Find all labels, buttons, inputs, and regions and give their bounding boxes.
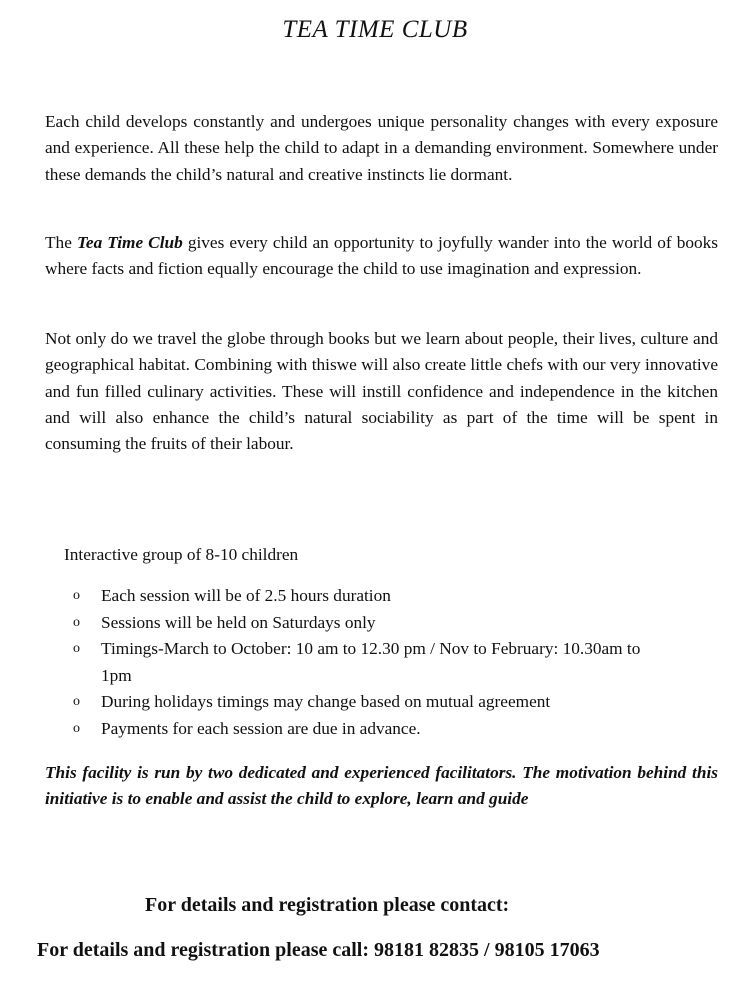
list-item <box>0 610 671 637</box>
club-name-emphasis: Tea Time Club <box>76 233 183 252</box>
bullet-marker: o <box>73 720 80 736</box>
group-size-heading: Interactive group of 8-10 children <box>64 545 299 564</box>
contact-heading: For details and registration please contact: <box>145 894 510 916</box>
list-item-text: Sessions will be held on Saturdays only <box>101 612 376 632</box>
facilitators-statement: This facility is run by two dedicated and experienced facilitators. The motivation behind this initiative is to enable and assist the child to explore, learn and guide <box>45 763 718 809</box>
contact-phone-line: For details and registration please call: 98181 82835 / 98105 17063 <box>37 939 600 961</box>
list-item <box>0 583 671 610</box>
intro-paragraph: Each child develops constantly and undergoes unique personality changes with every exposure and experience. All these help the child to adapt in a demanding environment. Somewhere under these demands the child’s natural and creative instincts lie dormant. <box>45 112 718 184</box>
list-item-text: Payments for each session are due in advance. <box>101 718 421 738</box>
bullet-marker: o <box>73 694 80 709</box>
page-title: TEA TIME CLUB <box>282 16 468 43</box>
bullet-marker: o <box>73 614 80 630</box>
list-item-text: Timings-March to October: 10 am to 12.30 pm / Nov to February: 10.30am to 1pm <box>101 639 641 685</box>
list-item <box>0 716 671 743</box>
club-paragraph-rest: gives every child an opportunity to joyfully wander into the world of books where facts and fiction equally encourage the child to use imagination and expression. <box>45 233 719 279</box>
bullet-marker: o <box>73 641 80 656</box>
list-item <box>0 636 671 689</box>
session-details-list <box>0 583 671 742</box>
list-item <box>0 689 671 716</box>
list-item-text: During holidays timings may change based on mutual agreement <box>101 692 551 711</box>
bullet-marker: o <box>73 588 80 603</box>
activities-paragraph: Not only do we travel the globe through books but we learn about people, their lives, culture and geographical habitat. Combining with thiswe will also create little chefs with our very innovative and fun filled culinary activities. These will instill confidence and independence in the kitchen and will also enhance the child’s natural sociability as part of the time will be spent in consuming the fruits of their labour. <box>45 329 718 454</box>
club-paragraph-lead: The <box>45 233 77 252</box>
list-item-text: Each session will be of 2.5 hours duration <box>101 586 391 605</box>
club-paragraph <box>45 230 718 283</box>
